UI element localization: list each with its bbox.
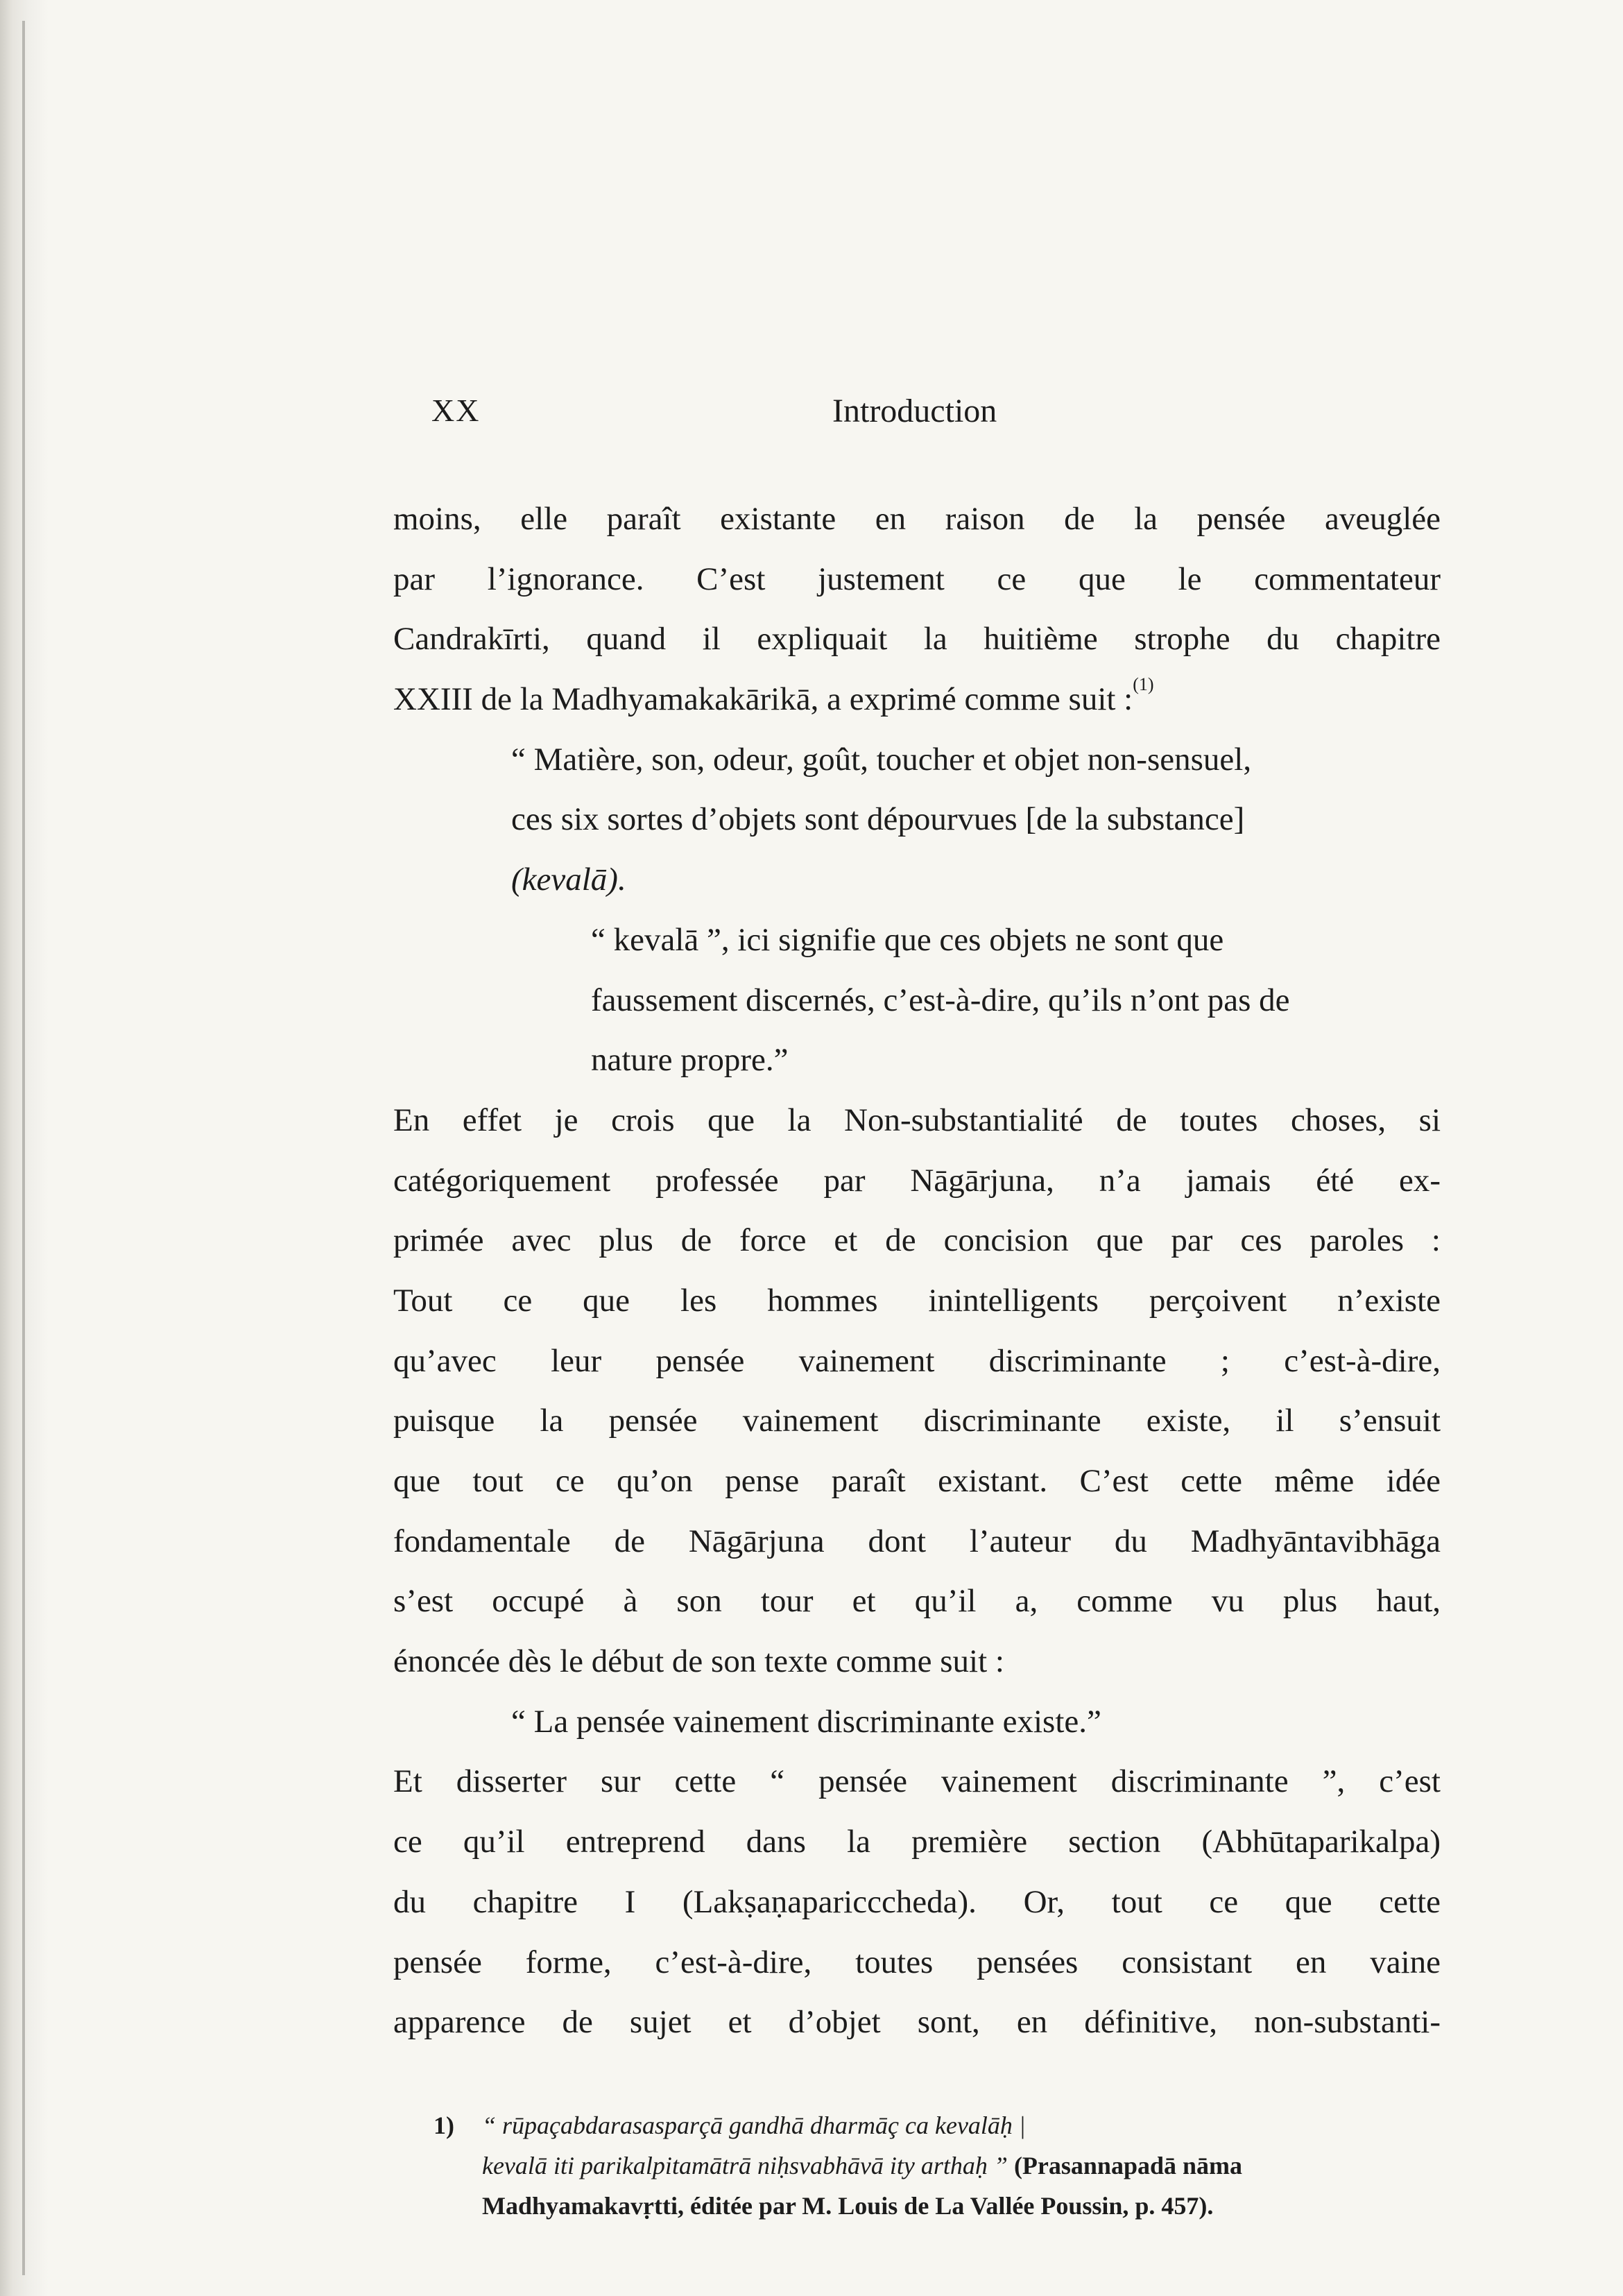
footnote-number: 1) bbox=[433, 2111, 454, 2139]
text-line: Tout ce que les hommes inintelligents perçoivent n’existe bbox=[393, 1282, 1441, 1319]
running-title: Introduction bbox=[832, 393, 997, 429]
footnote-line bbox=[433, 2105, 1446, 2145]
quote-line: “ La pensée vainement discriminante existe.” bbox=[511, 1703, 1101, 1740]
quote-italic: (kevalā). bbox=[511, 862, 626, 898]
text-line: fondamentale de Nāgārjuna dont l’auteur du Madhyāntavibhāga bbox=[393, 1523, 1441, 1559]
text-line: En effet je crois que la Non-substantialité de toutes choses, si bbox=[393, 1102, 1441, 1138]
footnote-line: Madhyamakavṛtti, éditée par M. Louis de La Vallée Poussin, p. 457). bbox=[482, 2192, 1214, 2220]
text-line: pensée forme, c’est-à-dire, toutes pensées consistant en vaine bbox=[393, 1944, 1441, 1980]
footnote-sanskrit: kevalā iti parikalpitamātrā niḥsvabhāvā ity arthaḥ ” bbox=[482, 2152, 1008, 2179]
quote-line: ces six sortes d’objets sont dépourvues [de la substance] bbox=[511, 801, 1245, 838]
text-line bbox=[393, 669, 1441, 730]
text-line: apparence de sujet et d’objet sont, en définitive, non-substanti- bbox=[393, 2004, 1441, 2041]
text-line: qu’avec leur pensée vainement discriminante ; c’est-à-dire, bbox=[393, 1342, 1441, 1379]
text-line: énoncée dès le début de son texte comme suit : bbox=[393, 1643, 1004, 1680]
text-line-content: XXIII de la Madhyamakakārikā, a exprimé comme suit : bbox=[393, 681, 1133, 718]
footnote-reference: (1) bbox=[1133, 674, 1154, 695]
text-line: du chapitre I (Lakṣaṇaparicccheda). Or, tout ce que cette bbox=[393, 1883, 1441, 1920]
footnote-sanskrit: “ rūpaçabdarasasparçā gandhā dharmāç ca kevalāḥ | bbox=[482, 2111, 1026, 2139]
quote-line: faussement discernés, c’est-à-dire, qu’ils n’ont pas de bbox=[591, 982, 1290, 1018]
binding-shadow bbox=[22, 21, 25, 2275]
text-line: ce qu’il entreprend dans la première section (Abhūtaparikalpa) bbox=[393, 1824, 1441, 1860]
quote-line: nature propre.” bbox=[591, 1042, 789, 1079]
footnote-line bbox=[433, 2145, 1446, 2186]
text-line: catégoriquement professée par Nāgārjuna, n’a jamais été ex- bbox=[393, 1162, 1441, 1199]
text-line: Et disserter sur cette “ pensée vainement discriminante ”, c’est bbox=[393, 1763, 1441, 1800]
quote-line: “ kevalā ”, ici signifie que ces objets ne sont que bbox=[591, 921, 1224, 958]
page-header bbox=[388, 392, 1415, 447]
quote-line: “ Matière, son, odeur, goût, toucher et objet non-sensuel, bbox=[511, 741, 1252, 778]
main-text bbox=[393, 489, 1441, 2053]
text-line: par l’ignorance. C’est justement ce que le commentateur bbox=[393, 560, 1441, 597]
page-number: XX bbox=[431, 393, 481, 428]
text-line: primée avec plus de force et de concision que par ces paroles : bbox=[393, 1222, 1441, 1259]
text-line: puisque la pensée vainement discriminante existe, il s’ensuit bbox=[393, 1403, 1441, 1439]
text-line: que tout ce qu’on pense paraît existant. C’est cette même idée bbox=[393, 1463, 1441, 1499]
footnote-reference-text: (Prasannapadā nāma bbox=[1013, 2152, 1242, 2179]
text-line: moins, elle paraît existante en raison de la pensée aveuglée bbox=[393, 501, 1441, 537]
text-line: s’est occupé à son tour et qu’il a, comme vu plus haut, bbox=[393, 1583, 1441, 1620]
quote-line bbox=[393, 850, 1441, 910]
text-line: Candrakīrti, quand il expliquait la huitième strophe du chapitre bbox=[393, 621, 1441, 658]
footnote bbox=[433, 2105, 1446, 2226]
